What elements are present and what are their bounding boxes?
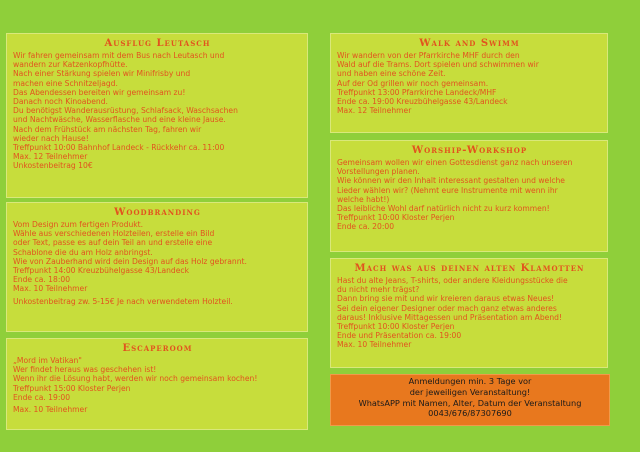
event-line: Auf der Od grillen wir noch gemeinsam. [337, 78, 489, 88]
event-title: Ausflug Leutasch [104, 38, 211, 49]
event-line: Sei dein eigener Designer oder mach ganz etwas anderes [337, 303, 557, 313]
event-description [337, 158, 602, 232]
event-card-mach-was-aus-deinen-alten-klamotten [330, 258, 608, 368]
event-line: Wähle aus verschiedenen Holzteilen, erstelle ein Bild [13, 229, 215, 239]
event-line: Wie von Zauberhand wird dein Design auf das Holz gebrannt. [13, 256, 247, 266]
event-card-worship-workshop [330, 140, 608, 252]
event-line: Treffpunkt 10:00 Kloster Perjen [337, 213, 455, 223]
event-line: wandern zur Katzenkopfhütte. [13, 60, 128, 70]
event-line: Danach noch Kinoabend. [13, 97, 108, 107]
event-line: Max. 12 Teilnehmer [13, 152, 88, 162]
event-card-escaperoom [6, 338, 308, 430]
event-description [13, 356, 302, 415]
event-line: Wir fahren gemeinsam mit dem Bus nach Leutasch und [13, 51, 225, 60]
event-line: Treffpunkt 13:00 Pfarrkirche Landeck/MHF [337, 87, 497, 97]
event-line: Lieder wählen wir? (Nehmt eure Instrumente mit wenn ihr [337, 185, 558, 195]
event-card-ausflug-leutasch [6, 33, 308, 198]
event-line: machen eine Schnitzeljagd. [13, 78, 118, 88]
event-card-walk-and-swimm [330, 33, 608, 133]
event-line: „Mord im Vatikan" [13, 356, 82, 365]
registration-line: Anmeldungen min. 3 Tage vor [408, 376, 532, 386]
event-line: Wenn ihr die Lösung habt, werden wir noch gemeinsam kochen! [13, 374, 258, 384]
event-description [13, 51, 302, 171]
event-line: Treffpunkt 10:00 Kloster Perjen [337, 322, 455, 332]
event-line: Nach dem Frühstück am nächsten Tag, fahren wir [13, 124, 202, 134]
event-line: Max. 10 Teilnehmer [337, 340, 412, 350]
event-line: Schablone die du am Holz anbringst. [13, 247, 153, 257]
event-line: Ende ca. 19:00 [13, 392, 71, 402]
event-line: Dann bring sie mit und wir kreieren daraus etwas Neues! [337, 294, 555, 304]
registration-line: WhatsAPP mit Namen, Alter, Datum der Veranstaltung [358, 397, 582, 408]
event-line: oder Text, passe es auf dein Teil an und erstelle eine [13, 238, 213, 248]
event-line: Ende ca. 20:00 [337, 222, 395, 232]
event-line: Wir wandern von der Pfarrkirche MHF durch den [337, 51, 520, 60]
event-description [13, 220, 302, 307]
event-line: Gemeinsam wollen wir einen Gottesdienst ganz nach unseren [337, 158, 573, 167]
event-line: Ende und Präsentation ca. 19:00 [337, 331, 462, 341]
event-line: Max. 10 Teilnehmer [13, 284, 88, 294]
event-line: du nicht mehr trägst? [337, 285, 420, 295]
event-line: Du benötigst Wanderausrüstung, Schlafsack, Waschsachen [13, 106, 238, 116]
event-line: Das leibliche Wohl darf natürlich nicht zu kurz kommen! [337, 204, 550, 214]
event-line: Max. 12 Teilnehmer [337, 106, 412, 116]
event-line: Treffpunkt 10:00 Bahnhof Landeck - Rückkehr ca. 11:00 [13, 143, 225, 153]
event-line: Ende ca. 18:00 [13, 275, 71, 285]
event-line: und Nachtwäsche, Wasserflasche und eine kleine Jause. [13, 115, 226, 125]
event-line: Unkostenbeitrag zw. 5-15€ Je nach verwendetem Holzteil. [13, 296, 233, 306]
event-line: und haben eine schöne Zeit. [337, 69, 446, 79]
event-line: Unkostenbeitrag 10€ [13, 161, 93, 171]
event-line: Wald auf die Trams. Dort spielen und schwimmen wir [337, 60, 539, 70]
event-line: Wer findet heraus was geschehen ist! [13, 365, 157, 375]
event-line: Max. 10 Teilnehmer [13, 405, 88, 415]
event-card-woodbranding [6, 202, 308, 332]
event-title: Escaperoom [122, 343, 193, 354]
event-description [337, 51, 602, 115]
event-line: daraus! Inklusive Mittagessen und Präsentation am Abend! [337, 312, 563, 322]
event-line: Treffpunkt 14:00 Kreuzbühelgasse 43/Landeck [13, 266, 190, 276]
event-title: Woodbranding [114, 207, 201, 218]
event-line: Das Abendessen bereiten wir gemeinsam zu! [13, 87, 186, 97]
event-line: Wie können wir den Inhalt interessant gestalten und welche [337, 176, 565, 186]
registration-line: 0043/676/87307690 [428, 408, 512, 419]
event-line: Nach einer Stärkung spielen wir Minifrisby und [13, 69, 191, 79]
event-line: Ende ca. 19:00 Kreuzbühelgasse 43/Landeck [337, 97, 508, 107]
event-line: Hast du alte Jeans, T-shirts, oder andere Kleidungsstücke die [337, 276, 568, 285]
event-line: wieder nach Hause! [13, 133, 89, 143]
registration-callout [330, 374, 610, 426]
event-title: Walk and Swimm [419, 38, 520, 49]
event-line: Vorstellungen planen. [337, 167, 420, 177]
event-title: Mach was aus deinen alten Klamotten [354, 263, 585, 274]
event-line: Vom Design zum fertigen Produkt. [13, 220, 144, 229]
event-line: Treffpunkt 15:00 Kloster Perjen [13, 383, 131, 393]
registration-line: der jeweiligen Veranstaltung! [409, 386, 531, 397]
event-description [337, 276, 602, 350]
event-line: welche habt!) [337, 194, 390, 204]
event-title: Worship-Workshop [411, 145, 528, 156]
